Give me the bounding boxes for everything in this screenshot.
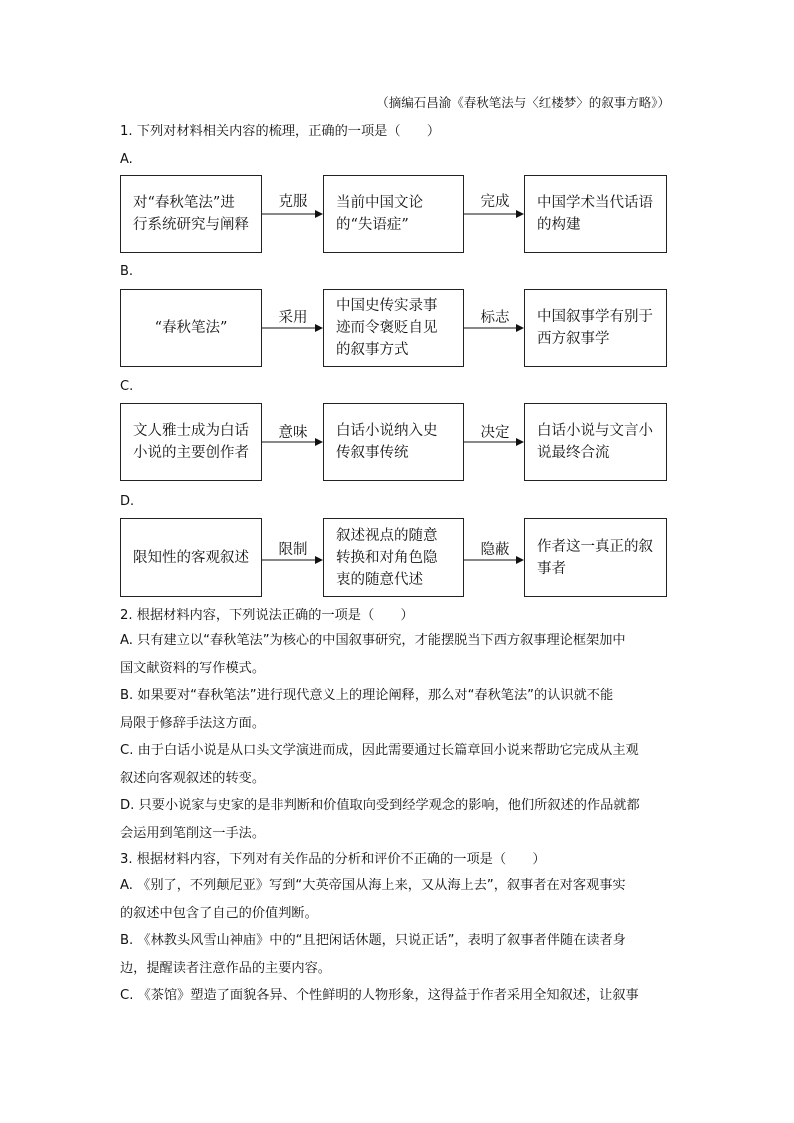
q1-b-arrow-2-label: 标志 (480, 310, 510, 326)
question-1-stem: 1. 下列对材料相关内容的梳理，正确的一项是（ ） (120, 124, 441, 139)
question-2-stem: 2. 根据材料内容，下列说法正确的一项是（ ） (120, 608, 414, 623)
q1-option-c-label: C. (120, 379, 134, 394)
source-citation: （摘编石昌渝《春秋笔法与〈红楼梦〉的叙事方略》） (376, 95, 670, 110)
q1-a-arrow-2-label: 完成 (480, 194, 510, 210)
q2-line: B. 如果要对“春秋笔法”进行现代意义上的理论阐释，那么对“春秋笔法”的认识就不能 (120, 688, 614, 703)
q1-option-b-label: B. (120, 264, 134, 279)
question-3-stem: 3. 根据材料内容，下列对有关作品的分析和评价不正确的一项是（ ） (120, 852, 546, 867)
q1-c-arrow-1-label: 意味 (278, 425, 308, 441)
q1-d-arrow-1-label: 限制 (278, 542, 308, 558)
q1-a-box-2: 当前中国文论的“失语症” (323, 175, 464, 253)
q1-c-box-1: 文人雅士成为白话小说的主要创作者 (120, 403, 262, 481)
q1-d-box-1: 限知性的客观叙述 (120, 518, 262, 597)
q1-b-box-2: 中国史传实录事迹而令褒贬自见的叙事方式 (323, 289, 464, 367)
q1-b-box-1: “春秋笔法” (120, 289, 262, 367)
q1-c-box-3: 白话小说与文言小说最终合流 (524, 403, 667, 481)
q1-a-box-1: 对“春秋笔法”进行系统研究与阐释 (120, 175, 262, 253)
q2-line: D. 只要小说家与史家的是非判断和价值取向受到经学观念的影响，他们所叙述的作品就都 (120, 798, 640, 813)
q1-d-box-3: 作者这一真正的叙事者 (524, 518, 667, 597)
q1-c-box-2: 白话小说纳入史传叙事传统 (323, 403, 464, 481)
q3-line: B. 《林教头风雪山神庙》中的“且把闲话休题，只说正话”，表明了叙事者伴随在读者身 (120, 933, 626, 948)
q1-option-a-label: A. (120, 152, 133, 167)
q1-a-box-3: 中国学术当代话语的构建 (524, 175, 667, 253)
q2-line: A. 只有建立以“春秋笔法”为核心的中国叙事研究，才能摆脱当下西方叙事理论框架加中 (120, 633, 626, 648)
q1-option-d-label: D. (120, 494, 135, 509)
q1-b-box-3: 中国叙事学有别于西方叙事学 (524, 289, 667, 367)
q2-line: 局限于修辞手法这方面。 (120, 716, 266, 731)
q1-a-arrow-1-label: 克服 (278, 194, 308, 210)
q2-line: C. 由于白话小说是从口头文学演进而成，因此需要通过长篇章回小说来帮助它完成从主观 (120, 743, 639, 758)
q1-b-arrow-1-label: 采用 (278, 310, 308, 326)
q2-line: 会运用到笔削这一手法。 (120, 826, 266, 841)
q3-line: 边，提醒读者注意作品的主要内容。 (120, 961, 331, 976)
q3-line: C. 《茶馆》塑造了面貌各异、个性鲜明的人物形象，这得益于作者采用全知叙述，让叙事 (120, 988, 639, 1003)
q1-d-box-2: 叙述视点的随意转换和对角色隐衷的随意代述 (323, 518, 464, 597)
q2-line: 叙述向客观叙述的转变。 (120, 771, 266, 786)
q1-d-arrow-2-label: 隐蔽 (480, 542, 510, 558)
q3-line: 的叙述中包含了自己的价值判断。 (120, 906, 318, 921)
q2-line: 国文献资料的写作模式。 (120, 661, 266, 676)
q1-c-arrow-2-label: 决定 (480, 425, 510, 441)
q3-line: A. 《别了，不列颠尼亚》写到“大英帝国从海上来，又从海上去”，叙事者在对客观事实 (120, 878, 626, 893)
